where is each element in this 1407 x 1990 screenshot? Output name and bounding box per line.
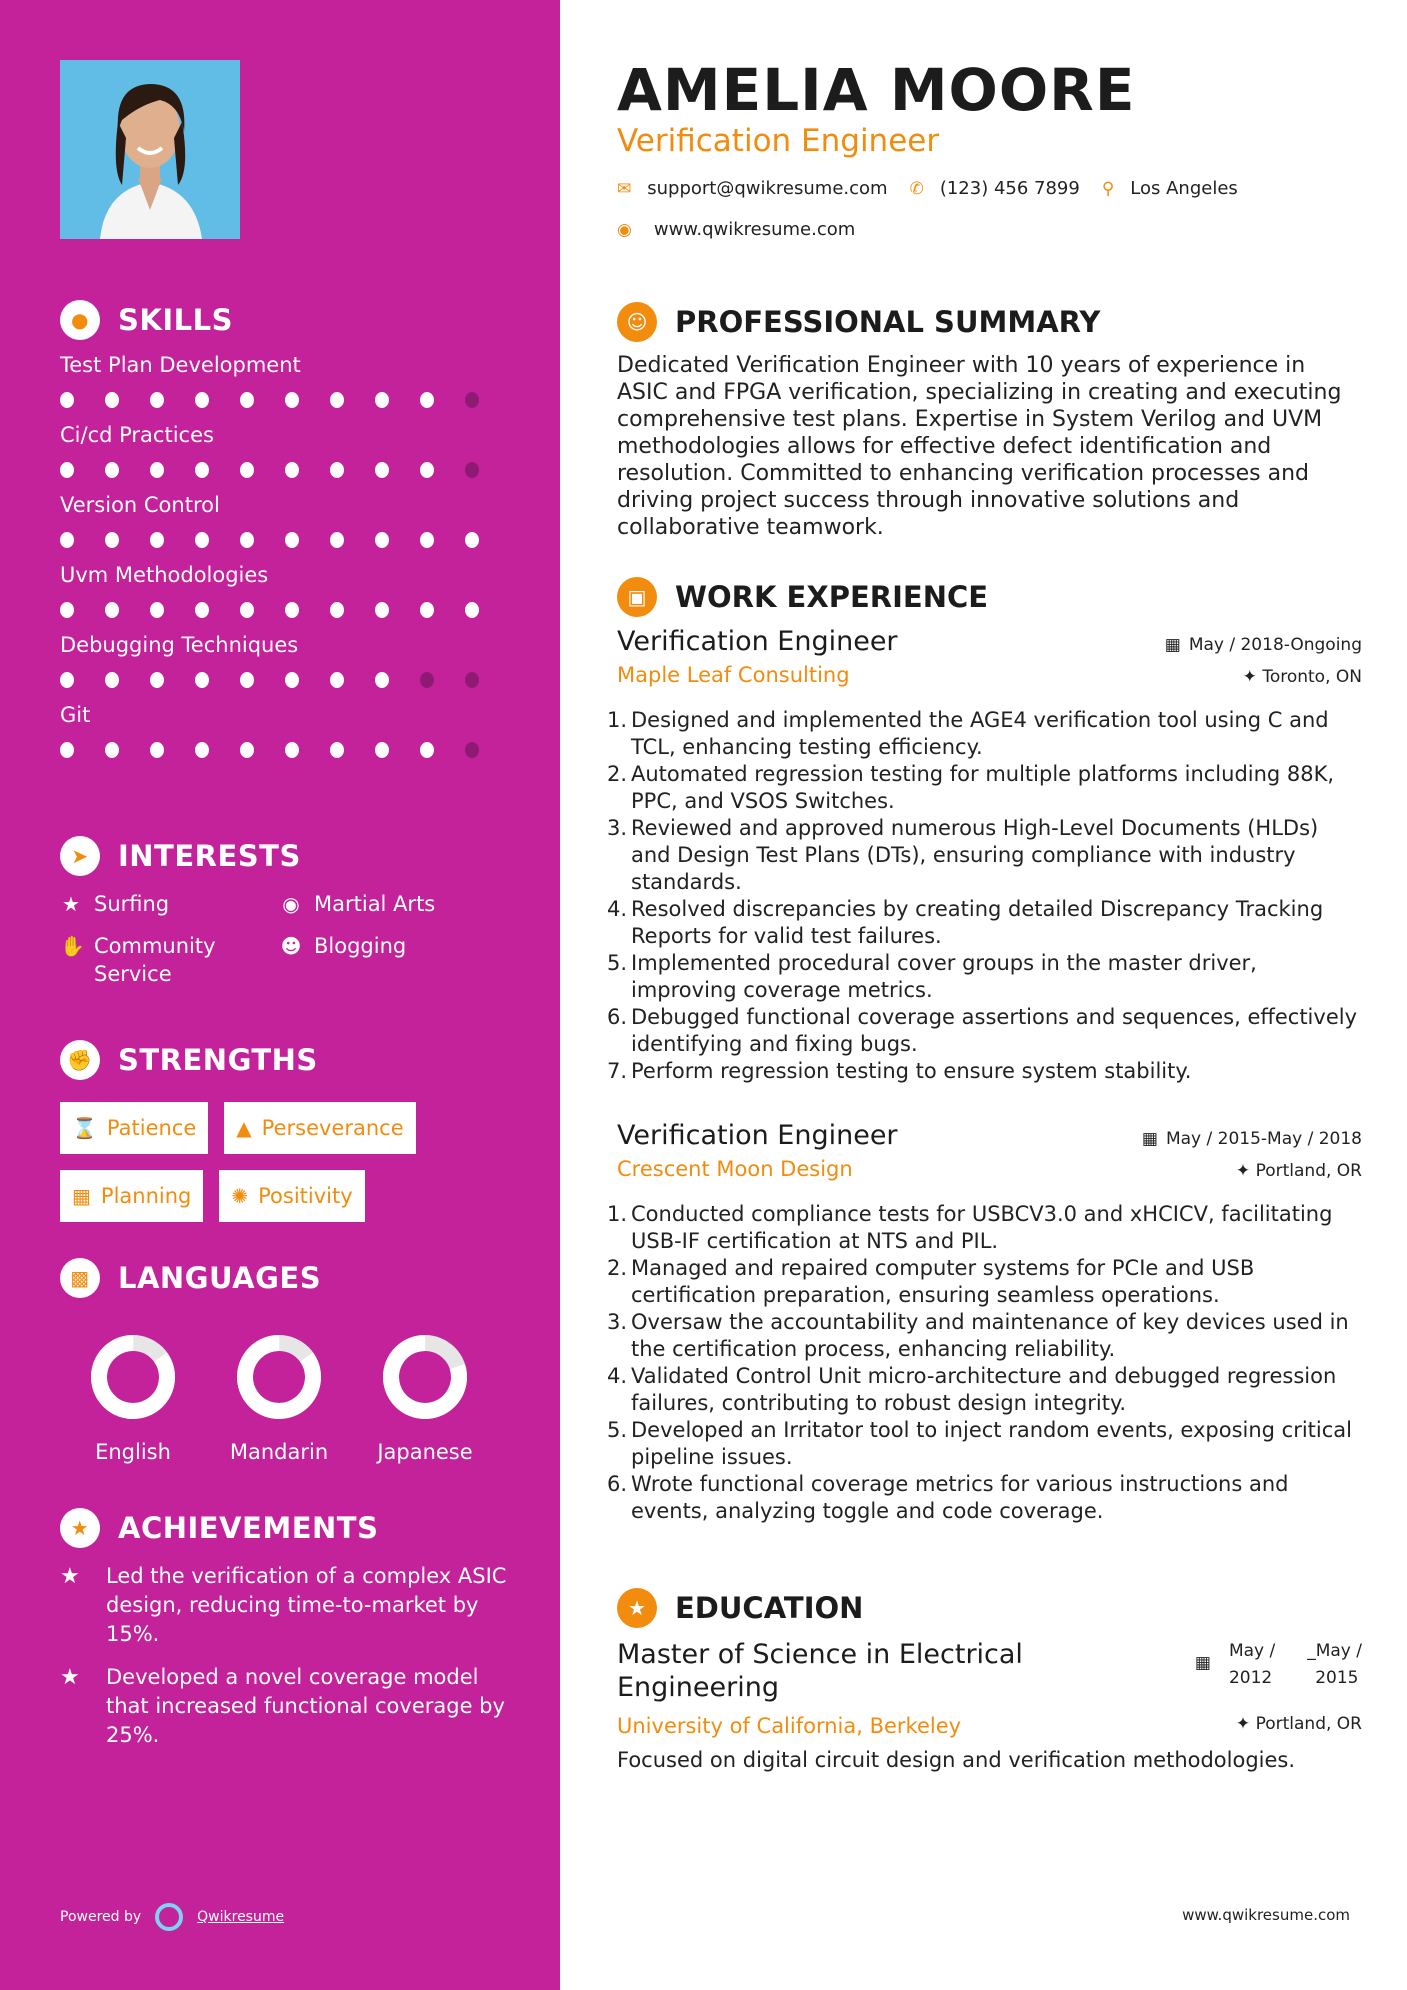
rating-dot	[105, 462, 119, 478]
rating-dot	[240, 462, 254, 478]
job-bullets	[607, 1201, 1362, 1525]
spinner-icon: ✺	[231, 1184, 249, 1208]
language-donut	[382, 1334, 468, 1420]
job-date: ▦ May / 2018-Ongoing	[1164, 635, 1362, 655]
experience-title: ▣ WORK EXPERIENCE	[617, 577, 988, 617]
rating-dot	[195, 672, 209, 688]
rating-dot	[150, 392, 164, 408]
job-company: Maple Leaf Consulting	[617, 663, 850, 687]
summary-title: ☺ PROFESSIONAL SUMMARY	[617, 302, 1100, 342]
rating-dot	[375, 532, 389, 548]
education-title: ★ EDUCATION	[617, 1588, 863, 1628]
interest-item: ☻ Blogging	[280, 932, 500, 988]
education-date: ▦ May / 2012 _May / 2015	[1195, 1638, 1362, 1704]
calendar-icon: ▦	[1164, 635, 1181, 655]
job-bullet: 6. Debugged functional coverage assertions and sequences, effectively identifying and fixing bugs.	[607, 1005, 1357, 1056]
envelope-icon: ✉	[617, 178, 632, 199]
graduation-icon: ★	[617, 1588, 657, 1628]
language-donut	[236, 1334, 322, 1420]
calendar-icon: ▦	[72, 1184, 91, 1208]
rating-dot	[105, 672, 119, 688]
calendar-icon: ▦	[1194, 1653, 1211, 1673]
school: University of California, Berkeley	[617, 1714, 962, 1738]
languages-title: ▩ LANGUAGES	[60, 1258, 510, 1298]
rating-dot	[375, 672, 389, 688]
skill-name: Version Control	[60, 493, 220, 517]
skill-item	[60, 490, 510, 550]
rating-dot	[465, 742, 479, 758]
pushpin-icon: ✦	[1242, 667, 1263, 687]
paper-plane-icon: ➤	[60, 836, 100, 876]
rating-dot	[240, 742, 254, 758]
rating-dot	[420, 742, 434, 758]
pushpin-icon: ✦	[1235, 1161, 1256, 1181]
rating-dot	[420, 672, 434, 688]
rating-dot	[195, 532, 209, 548]
rating-dot	[150, 742, 164, 758]
rating-dot	[195, 392, 209, 408]
job-location: ✦ Toronto, ON	[1242, 667, 1362, 687]
skill-item	[60, 560, 510, 620]
rating-dot	[420, 392, 434, 408]
rating-dot	[105, 742, 119, 758]
degree: Master of Science in Electrical Engineering	[617, 1639, 1023, 1703]
rating-dot	[465, 532, 479, 548]
rating-dot	[285, 742, 299, 758]
rating-dot	[60, 462, 74, 478]
interests-list	[60, 890, 510, 988]
contact-row	[617, 178, 1260, 199]
rating-dot	[330, 672, 344, 688]
language-donut	[90, 1334, 176, 1420]
calendar-icon: ▦	[1141, 1129, 1158, 1149]
hand-icon: ✋	[60, 934, 85, 958]
languages-list	[60, 1334, 510, 1464]
globe-icon: ◉	[282, 892, 300, 916]
rating-dot	[330, 532, 344, 548]
rating-dot	[60, 532, 74, 548]
shooting-star-icon: ★	[60, 1665, 80, 1690]
skill-name: Ci/cd Practices	[60, 423, 214, 447]
job-bullets	[607, 707, 1362, 1085]
job-role: Verification Engineer	[617, 1120, 898, 1151]
rating-dot	[150, 602, 164, 618]
rating-dot	[195, 462, 209, 478]
strength-badge: ✺ Positivity	[219, 1170, 364, 1222]
sidebar	[0, 0, 560, 1990]
achievement-item: ★ Developed a novel coverage model that increased functional coverage by 25%.	[60, 1663, 510, 1750]
user-icon: ☺	[617, 302, 657, 342]
rating-dot	[105, 602, 119, 618]
skill-name: Test Plan Development	[60, 353, 301, 377]
skill-name: Uvm Methodologies	[60, 563, 269, 587]
rating-dot	[285, 462, 299, 478]
job-location: ✦ Portland, OR	[1235, 1161, 1362, 1181]
rating-dot	[420, 602, 434, 618]
map-pin-icon: ⚲	[1101, 178, 1115, 199]
job-company: Crescent Moon Design	[617, 1157, 853, 1181]
language-donut-fill	[90, 1334, 176, 1420]
phone-icon: ✆	[909, 178, 924, 199]
strength-badge: ⌛ Patience	[60, 1102, 208, 1154]
job-bullet: 4. Validated Control Unit micro-architecture and debugged regression failures, contributing to robust design integrity.	[607, 1364, 1337, 1415]
website-link[interactable]: www.qwikresume.com	[653, 219, 856, 240]
interests-section	[60, 836, 510, 988]
rating-dot	[285, 672, 299, 688]
education-description: Focused on digital circuit design and verification methodologies.	[617, 1748, 1296, 1772]
skill-rating	[60, 460, 510, 480]
language-item	[206, 1334, 352, 1464]
language-name: Mandarin	[229, 1440, 329, 1464]
skill-item	[60, 420, 510, 480]
rating-dot	[240, 392, 254, 408]
briefcase-icon: ▣	[617, 577, 657, 617]
education-location: ✦ Portland, OR	[1235, 1714, 1362, 1734]
rating-dot	[330, 602, 344, 618]
skill-rating	[60, 390, 510, 410]
rating-dot	[375, 392, 389, 408]
skill-name: Git	[60, 703, 91, 727]
lightbulb-icon: ●	[60, 300, 100, 340]
globe-icon: ◉	[617, 219, 632, 240]
achievements-title: ★ ACHIEVEMENTS	[60, 1508, 510, 1548]
skill-item	[60, 700, 510, 760]
skill-rating	[60, 740, 510, 760]
language-name: English	[95, 1440, 171, 1464]
rating-dot	[330, 392, 344, 408]
job-bullet: 3. Oversaw the accountability and maintenance of key devices used in the certification process, enhancing reliability.	[607, 1310, 1349, 1361]
rating-dot	[60, 672, 74, 688]
summary-text: Dedicated Verification Engineer with 10 years of experience in ASIC and FPGA verification, specializing in creating and executing comprehensive test plans. Expertise in System Verilog and UVM methodologies allows for effective defect identification and resolution. Committed to enhancing verification processes and driving project success through innovative solutions and collaborative teamwork.	[617, 353, 1342, 540]
skill-item	[60, 630, 510, 690]
rating-dot	[195, 742, 209, 758]
job-bullet: 2. Managed and repaired computer systems for PCIe and USB certification preparation, ensuring seamless operations.	[607, 1256, 1255, 1307]
pushpin-icon: ✦	[1235, 1714, 1256, 1734]
language-icon: ▩	[60, 1258, 100, 1298]
rating-dot	[285, 532, 299, 548]
skill-item	[60, 350, 510, 410]
rating-dot	[60, 392, 74, 408]
phone-number: (123) 456 7899	[939, 178, 1080, 199]
job-bullet: 4. Resolved discrepancies by creating detailed Discrepancy Tracking Reports for valid test failures.	[607, 897, 1324, 948]
interests-title: ➤ INTERESTS	[60, 836, 510, 876]
profile-photo	[60, 60, 240, 239]
achievements-section	[60, 1508, 510, 1750]
skill-rating	[60, 600, 510, 620]
rating-dot	[420, 462, 434, 478]
rating-dot	[240, 602, 254, 618]
rating-dot	[465, 602, 479, 618]
rating-dot	[150, 462, 164, 478]
main-content	[560, 0, 1407, 1990]
skills-list	[60, 350, 510, 760]
rating-dot	[285, 602, 299, 618]
skill-rating	[60, 670, 510, 690]
strengths-section	[60, 1040, 510, 1222]
job-bullet: 1. Conducted compliance tests for USBCV3.0 and xHCICV, facilitating USB-IF certification at NTS and PIL.	[607, 1202, 1333, 1253]
strength-badge: ▲ Perseverance	[224, 1102, 415, 1154]
rating-dot	[420, 532, 434, 548]
strengths-title: ✊ STRENGTHS	[60, 1040, 510, 1080]
skills-section	[60, 300, 510, 760]
achievements-list	[60, 1562, 510, 1750]
interest-item: ✋ Community Service	[60, 934, 216, 986]
hourglass-icon: ⌛	[72, 1116, 97, 1140]
education-entry	[617, 1638, 1362, 1772]
person-name: AMELIA MOORE	[617, 56, 1136, 124]
shooting-star-icon: ★	[60, 1564, 80, 1589]
skills-title: ● SKILLS	[60, 300, 510, 340]
language-donut-fill	[236, 1334, 322, 1420]
qwikresume-link[interactable]: Qwikresume	[197, 1909, 285, 1925]
rating-dot	[60, 742, 74, 758]
skill-name: Debugging Techniques	[60, 633, 299, 657]
interest-item: ◉ Martial Arts	[280, 890, 500, 918]
portrait-image	[60, 60, 240, 239]
job-bullet: 2. Automated regression testing for multiple platforms including 88K, PPC, and VSOS Switches.	[607, 762, 1335, 813]
footer-website[interactable]: www.qwikresume.com	[1182, 1906, 1350, 1924]
rating-dot	[465, 672, 479, 688]
rating-dot	[195, 602, 209, 618]
rating-dot	[105, 532, 119, 548]
job-entry	[607, 1120, 1362, 1525]
qwikresume-logo-icon	[155, 1903, 183, 1931]
website-row	[617, 219, 855, 240]
language-item	[352, 1334, 498, 1464]
language-name: Japanese	[377, 1440, 473, 1464]
person-title: Verification Engineer	[617, 123, 940, 159]
job-bullet: 1. Designed and implemented the AGE4 verification tool using C and TCL, enhancing testing efficiency.	[607, 708, 1329, 759]
strength-badge: ▦ Planning	[60, 1170, 203, 1222]
rating-dot	[375, 602, 389, 618]
rating-dot	[105, 392, 119, 408]
star-icon: ★	[62, 892, 80, 916]
language-item	[60, 1334, 206, 1464]
rating-dot	[465, 462, 479, 478]
users-icon: ☻	[280, 934, 302, 958]
rating-dot	[330, 742, 344, 758]
strengths-list	[60, 1102, 480, 1222]
award-star-icon: ★	[60, 1508, 100, 1548]
rating-dot	[330, 462, 344, 478]
language-donut-fill	[382, 1334, 468, 1420]
skill-rating	[60, 530, 510, 550]
rating-dot	[150, 672, 164, 688]
rating-dot	[375, 742, 389, 758]
job-bullet: 5. Developed an Irritator tool to inject random events, exposing critical pipeline issues.	[607, 1418, 1353, 1469]
rating-dot	[240, 532, 254, 548]
achievement-item: ★ Led the verification of a complex ASIC design, reducing time-to-market by 15%.	[60, 1562, 510, 1649]
powered-by: Powered by Qwikresume	[60, 1903, 284, 1931]
rating-dot	[285, 392, 299, 408]
road-icon: ▲	[236, 1116, 252, 1140]
job-entry	[607, 626, 1362, 1085]
rating-dot	[240, 672, 254, 688]
job-bullet: 5. Implemented procedural cover groups in the master driver, improving coverage metrics.	[607, 951, 1257, 1002]
languages-section	[60, 1258, 510, 1464]
job-date: ▦ May / 2015-May / 2018	[1141, 1129, 1362, 1149]
job-bullet: 7. Perform regression testing to ensure system stability.	[607, 1059, 1192, 1083]
job-bullet: 6. Wrote functional coverage metrics for various instructions and events, analyzing toggle and code coverage.	[607, 1472, 1289, 1523]
email-link[interactable]: support@qwikresume.com	[647, 178, 888, 199]
rating-dot	[150, 532, 164, 548]
rating-dot	[465, 392, 479, 408]
fist-icon: ✊	[60, 1040, 100, 1080]
rating-dot	[60, 602, 74, 618]
job-role: Verification Engineer	[617, 626, 898, 657]
rating-dot	[375, 462, 389, 478]
job-bullet: 3. Reviewed and approved numerous High-Level Documents (HLDs) and Design Test Plans (DTs), ensuring compliance with industry standards.	[607, 816, 1319, 894]
location: Los Angeles	[1130, 178, 1238, 199]
interest-item: ★ Surfing	[60, 890, 280, 918]
